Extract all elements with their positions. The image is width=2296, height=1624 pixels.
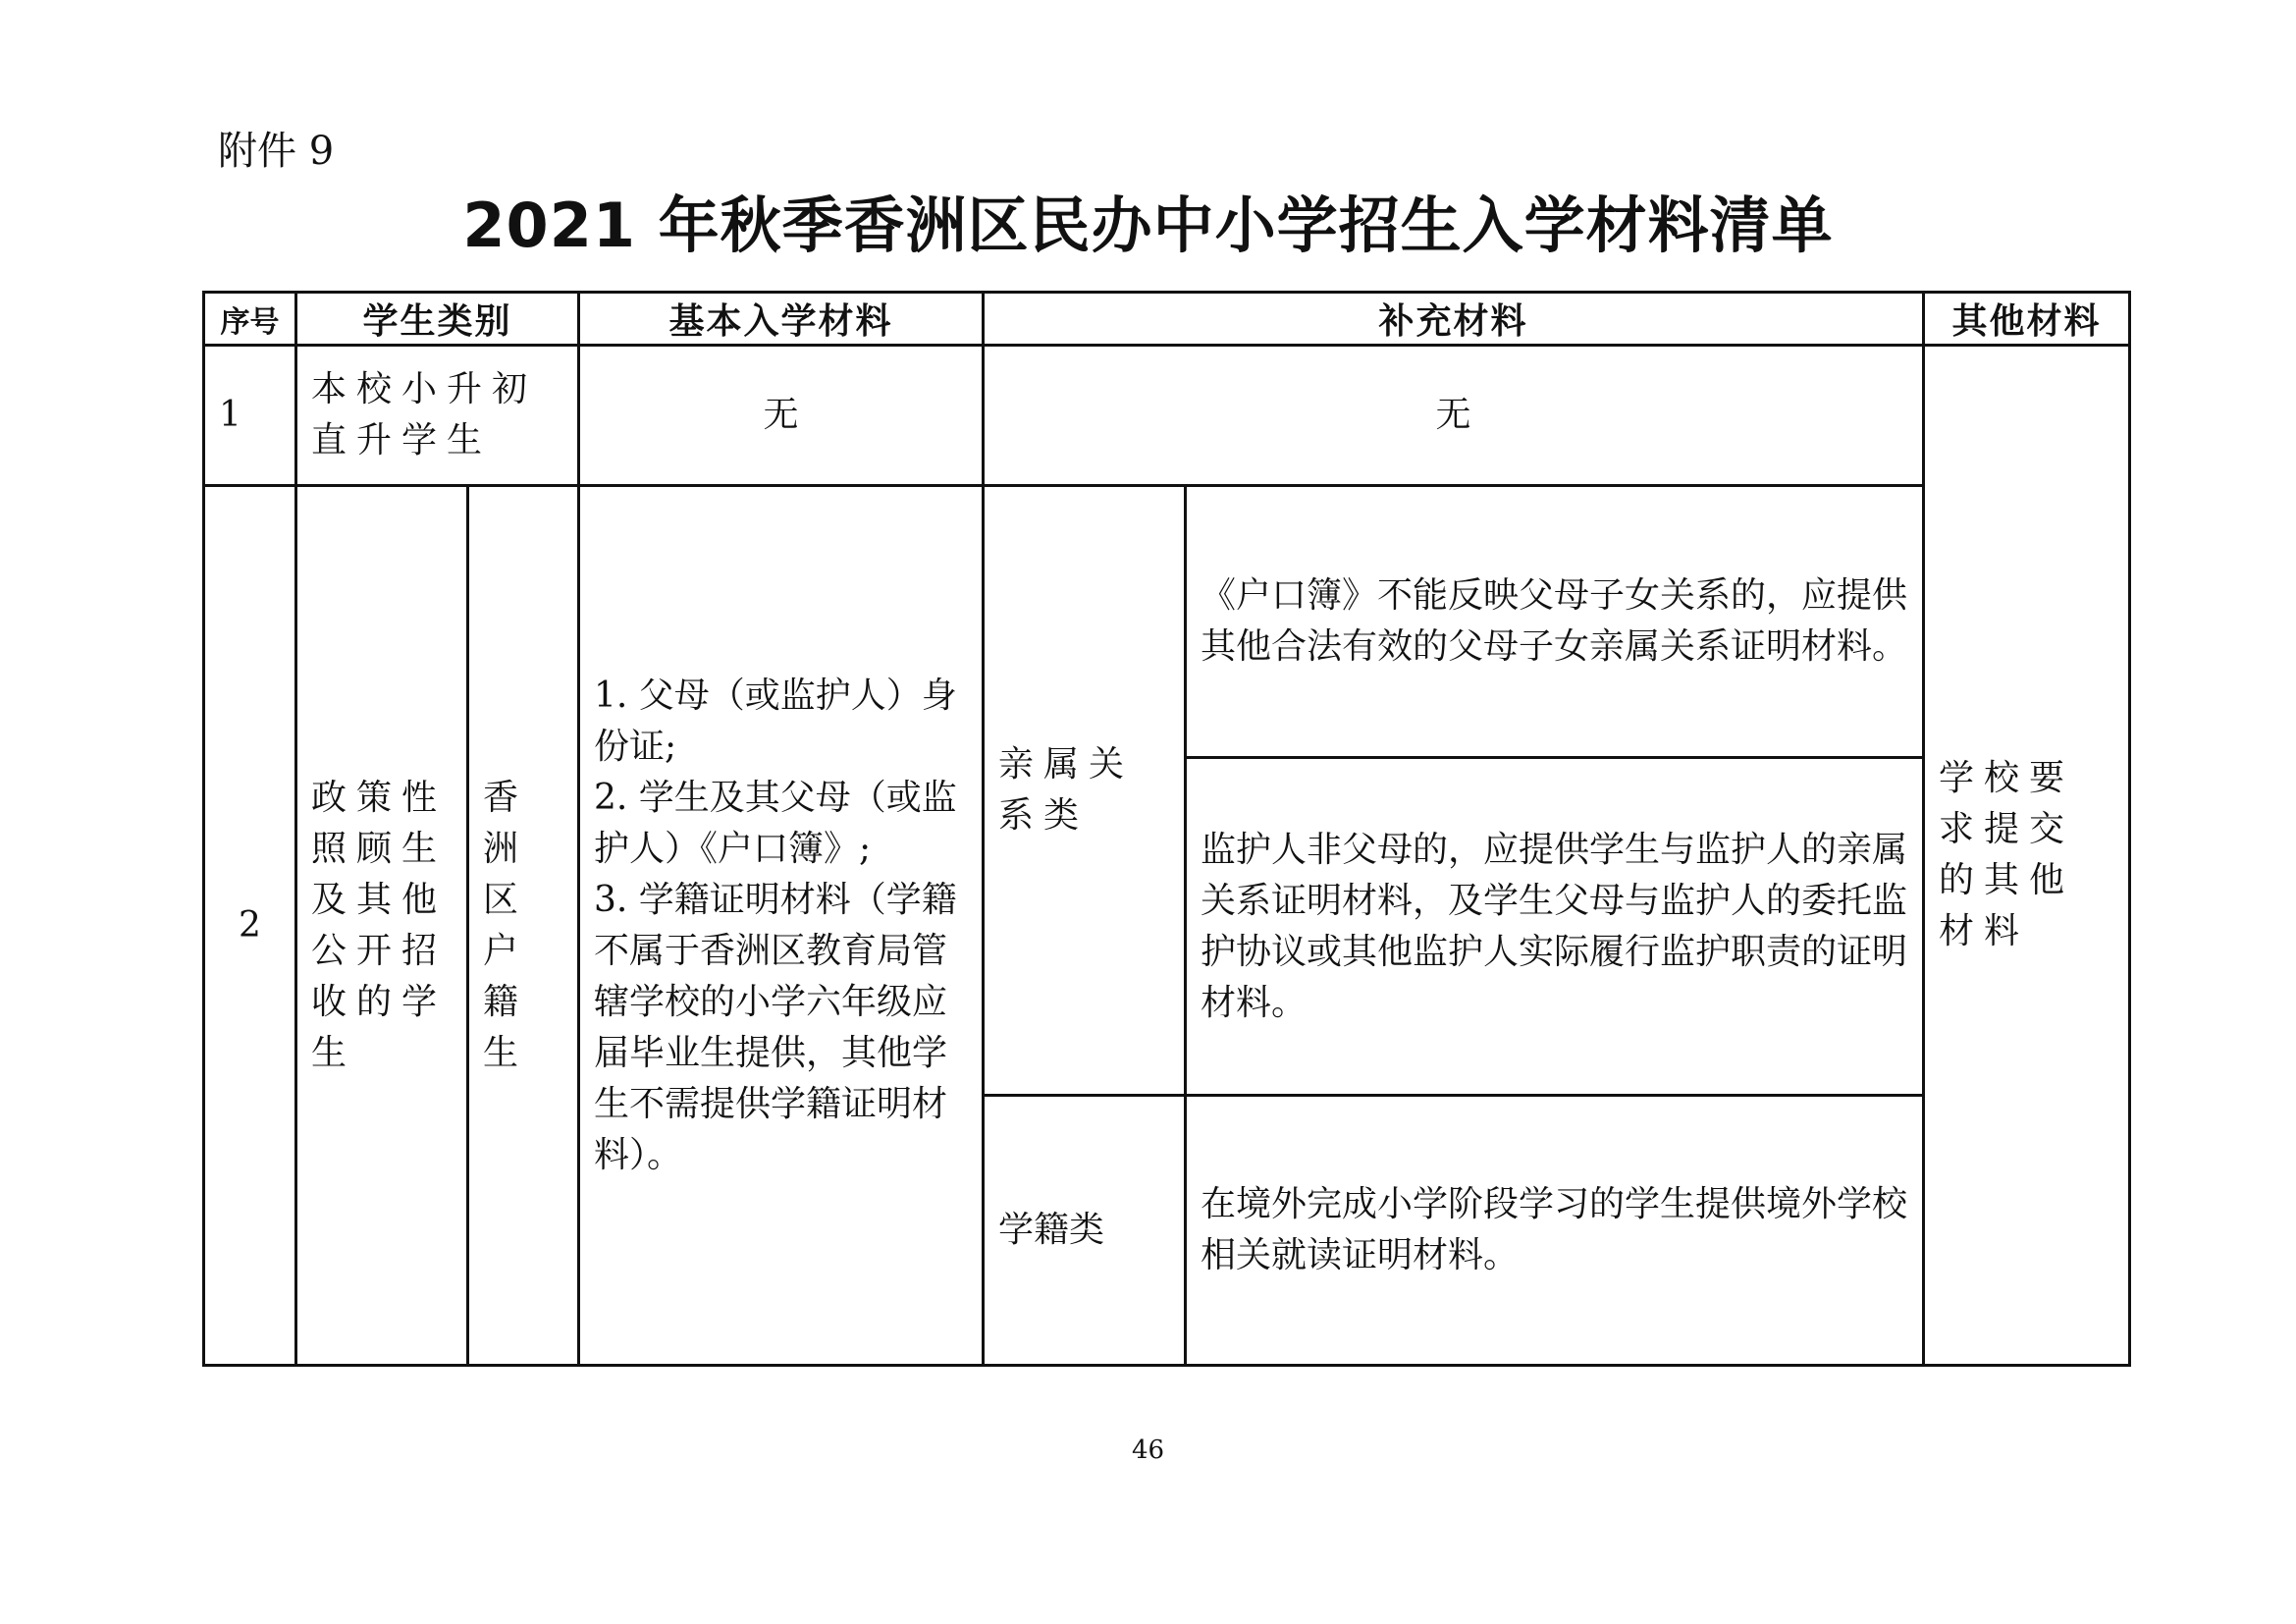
- row1-seq: 1: [204, 346, 296, 486]
- header-seq: 序号: [204, 293, 296, 346]
- attachment-label: 附件 9: [218, 129, 335, 174]
- supp-kinship-guardian: 监护人非父母的，应提供学生与监护人的亲属关系证明材料，及学生父母与监护人的委托监护协议或其他监护人实际履行监护职责的证明材料。: [1186, 758, 1924, 1096]
- basic-item: 3. 学籍证明材料（学籍不属于香洲区教育局管辖学校的小学六年级应届毕业生提供，其他学生不需提供学籍证明材料）。: [594, 879, 957, 1175]
- row2-basic-materials: [579, 486, 984, 1366]
- header-supplementary: 补充材料: [984, 293, 1924, 346]
- supp-type-kinship: 亲属关系类: [984, 486, 1186, 1096]
- page-title: 2021 年秋季香洲区民办中小学招生入学材料清单: [462, 189, 1834, 261]
- header-basic: 基本入学材料: [579, 293, 984, 346]
- other-materials: 学校要求提交的其他材料: [1924, 346, 2130, 1366]
- row2-category: 政策性照顾生及其他公开招收的学生: [296, 486, 468, 1366]
- header-other: 其他材料: [1924, 293, 2130, 346]
- row1-supplementary: 无: [984, 346, 1924, 486]
- row2-seq: 2: [204, 486, 296, 1366]
- supp-type-enrollment: 学籍类: [984, 1096, 1186, 1366]
- row2-subcategory: 香洲区户籍生: [468, 486, 579, 1366]
- supp-kinship-household: 《户口簿》不能反映父母子女关系的，应提供其他合法有效的父母子女亲属关系证明材料。: [1186, 486, 1924, 758]
- header-row: [204, 293, 2130, 346]
- page-number: 46: [1131, 1435, 1165, 1465]
- row1-basic: 无: [579, 346, 984, 486]
- header-category: 学生类别: [296, 293, 579, 346]
- table-row: [204, 346, 2130, 486]
- basic-item: 1. 父母（或监护人）身份证;: [594, 675, 957, 767]
- basic-item: 2. 学生及其父母（或监护人）《户口簿》;: [594, 777, 957, 869]
- row1-category: 本校小升初直升学生: [296, 346, 579, 486]
- materials-table: [202, 291, 2131, 1367]
- table-row: [204, 486, 2130, 758]
- supp-enrollment-abroad: 在境外完成小学阶段学习的学生提供境外学校相关就读证明材料。: [1186, 1096, 1924, 1366]
